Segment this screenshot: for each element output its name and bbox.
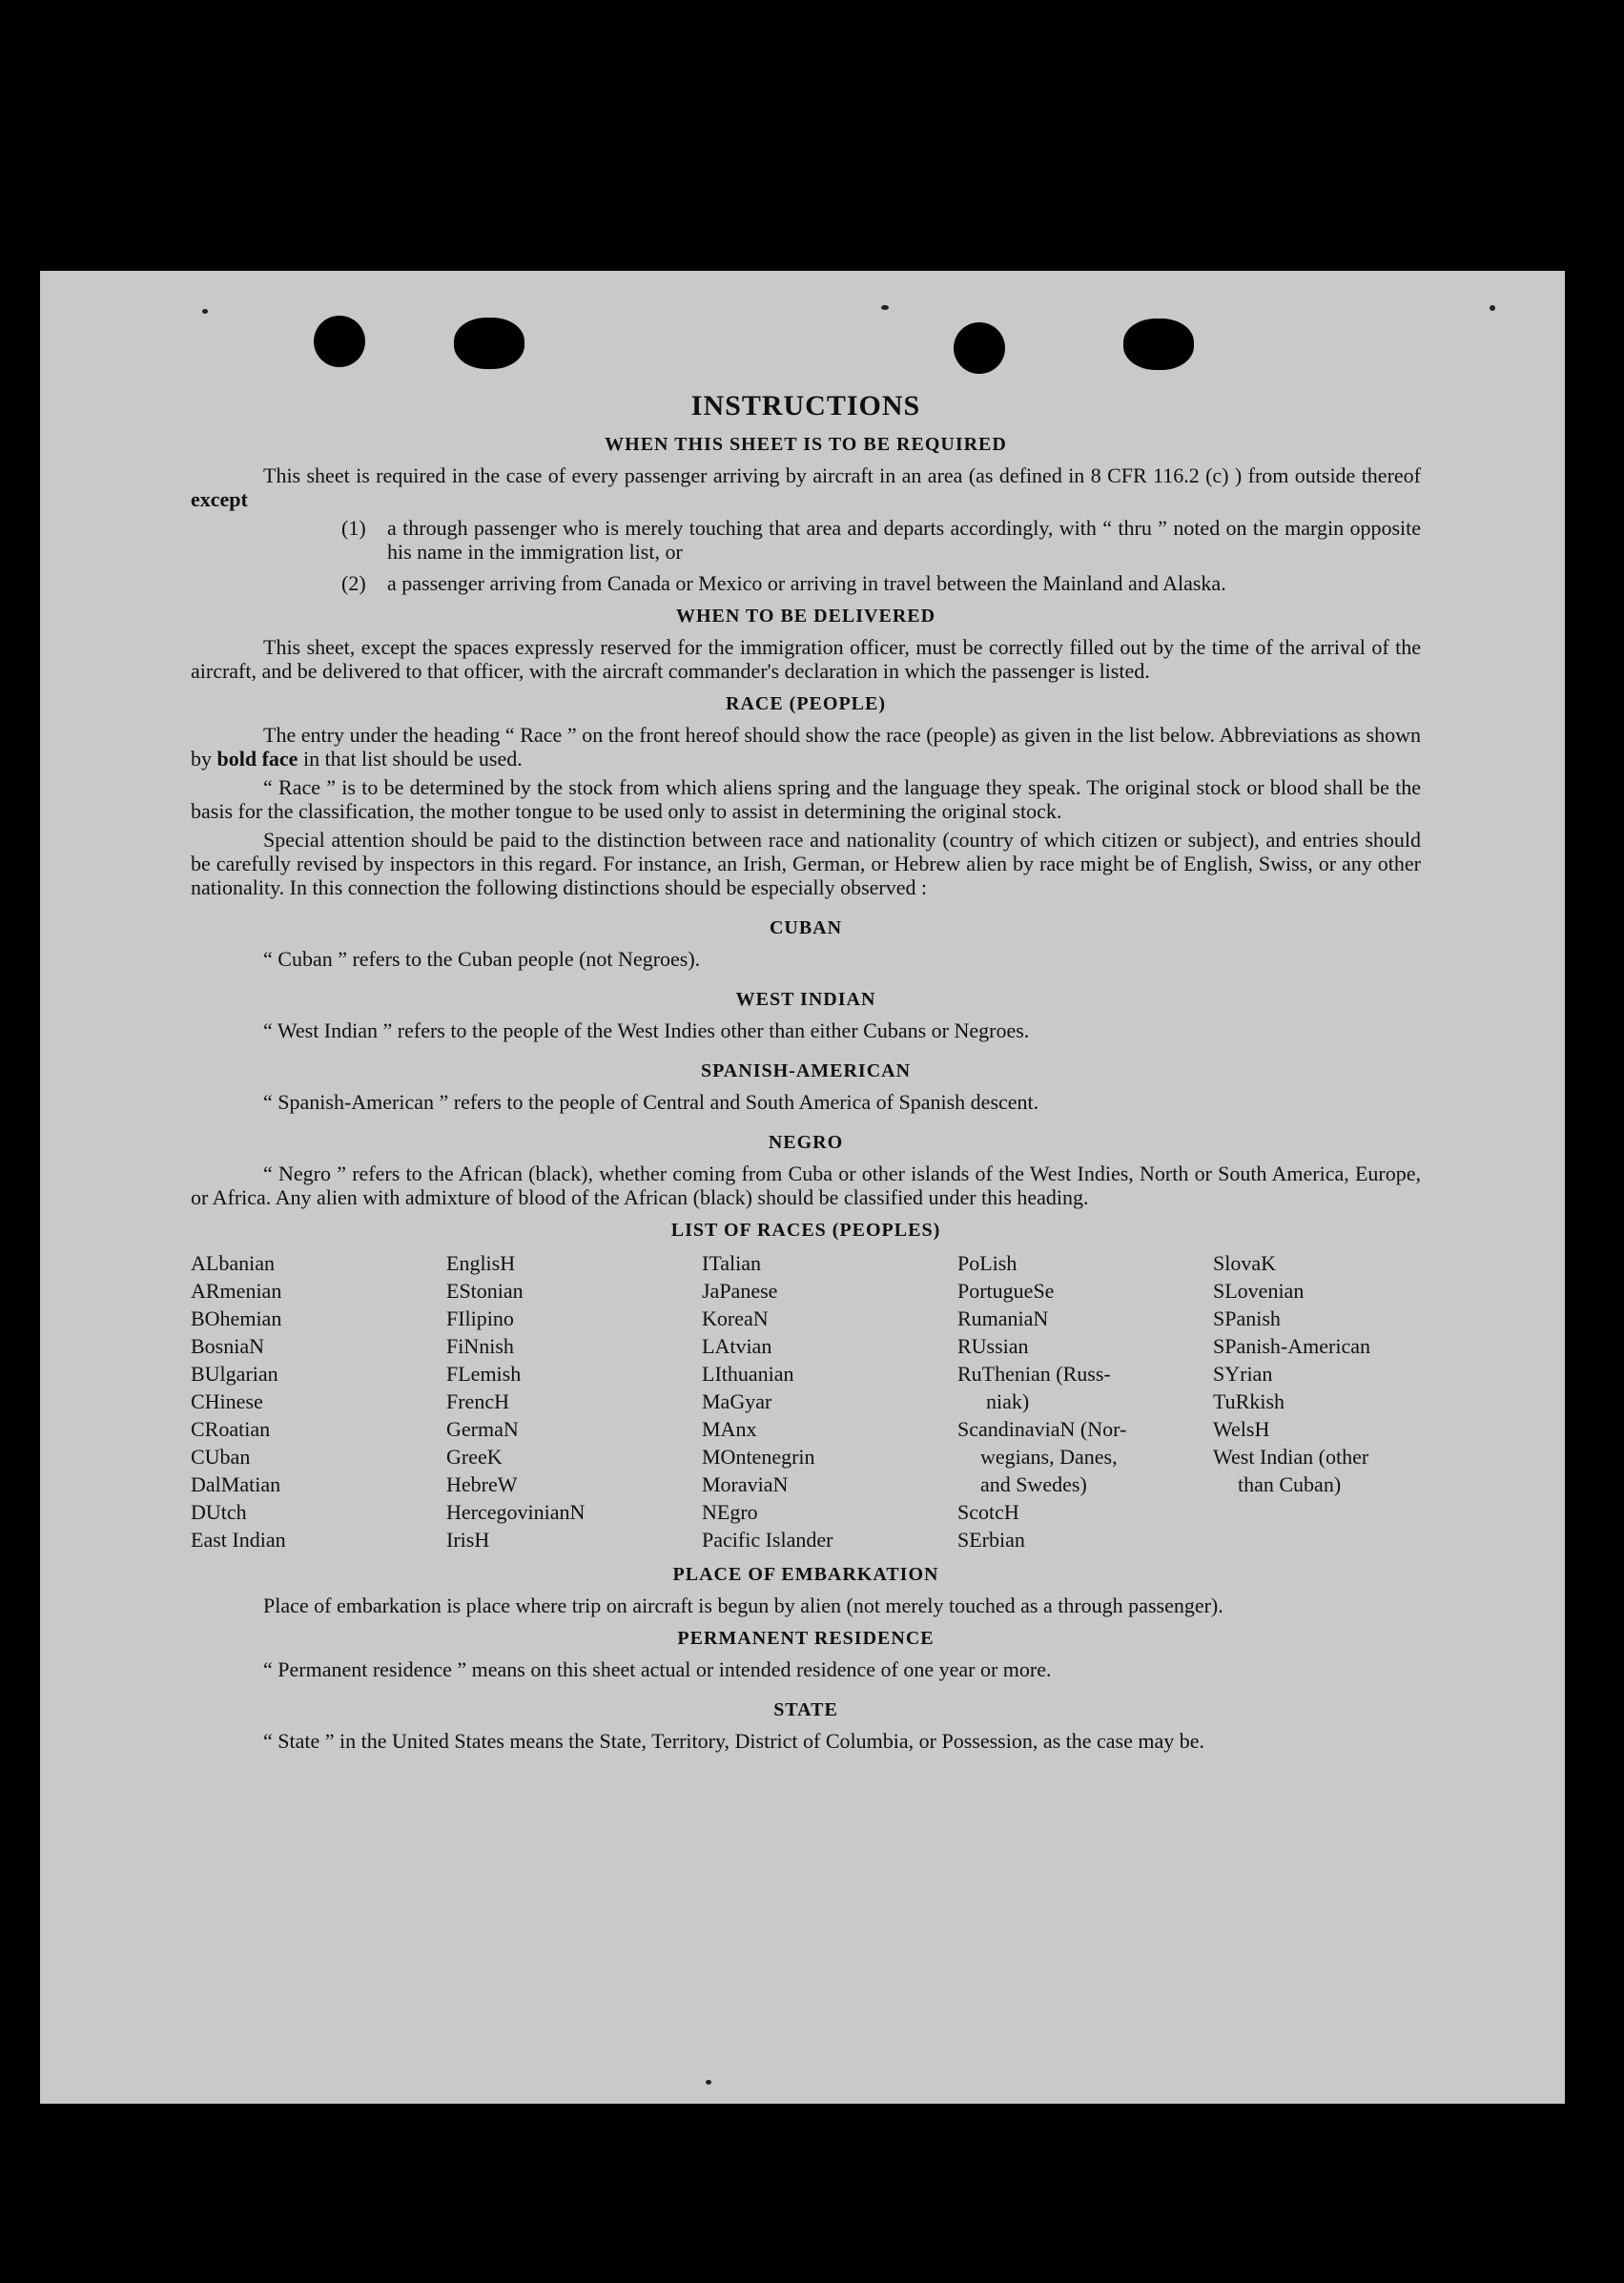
race-entry: CHinese bbox=[191, 1389, 263, 1413]
race-entry: BUlgarian bbox=[191, 1362, 278, 1386]
race-entry: ScotcH bbox=[957, 1500, 1019, 1524]
exception-item: (2) a passenger arriving from Canada or Mexico or arriving in travel between the Mainland and Alaska. bbox=[341, 571, 1226, 595]
permanent-residence-text: “ Permanent residence ” means on this sheet actual or intended residence of one year or more. bbox=[263, 1657, 1052, 1681]
race-entry: FIlipino bbox=[446, 1306, 514, 1330]
race-entry: ScandinaviaN (Nor- bbox=[957, 1417, 1127, 1441]
section-heading-state: STATE bbox=[773, 1699, 838, 1720]
punch-hole bbox=[314, 316, 365, 367]
section-heading-when-delivered: WHEN TO BE DELIVERED bbox=[675, 606, 936, 627]
races-column bbox=[957, 1249, 1213, 1553]
race-entry: PortugueSe bbox=[957, 1279, 1055, 1303]
section-heading-permanent-residence: PERMANENT RESIDENCE bbox=[677, 1628, 935, 1649]
race-entry: CUban bbox=[191, 1445, 251, 1469]
race-entry: ITalian bbox=[702, 1251, 761, 1275]
race-entry: FrencH bbox=[446, 1389, 509, 1413]
race-entry: HercegovinianN bbox=[446, 1500, 586, 1524]
race-entry: DUtch bbox=[191, 1500, 247, 1524]
punch-hole bbox=[954, 322, 1005, 374]
race-entry: DalMatian bbox=[191, 1472, 281, 1496]
race-entry: than Cuban) bbox=[1238, 1472, 1342, 1496]
embarkation-text: Place of embarkation is place where trip on aircraft is begun by alien (not merely touched as a through passenger). bbox=[263, 1594, 1223, 1617]
race-paragraph-2: “ Race ” is to be determined by the stock from which aliens spring and the language they speak. The original stock or blood shall be the basis for the classification, the mother tongue to be used only to assist in determining the original stock. bbox=[191, 775, 1421, 823]
race-entry: BOhemian bbox=[191, 1306, 282, 1330]
race-entry: and Swedes) bbox=[980, 1472, 1087, 1496]
race-entry: IrisH bbox=[446, 1528, 490, 1552]
race-entry: SErbian bbox=[957, 1528, 1025, 1552]
race-entry: ALbanian bbox=[191, 1251, 275, 1275]
races-list bbox=[191, 1249, 1421, 1553]
race-entry: EStonian bbox=[446, 1279, 524, 1303]
race-entry: SPanish-American bbox=[1213, 1334, 1370, 1358]
section-heading-cuban: CUBAN bbox=[769, 917, 843, 938]
speck bbox=[881, 305, 889, 310]
race-entry: SlovaK bbox=[1213, 1251, 1276, 1275]
race-entry: CRoatian bbox=[191, 1417, 271, 1441]
race-entry: TuRkish bbox=[1213, 1389, 1285, 1413]
race-entry: Pacific Islander bbox=[702, 1528, 833, 1552]
race-entry: GermaN bbox=[446, 1417, 519, 1441]
when-delivered-text: This sheet, except the spaces expressly reserved for the immigration officer, must be correctly filled out by the time of the arrival of the aircraft, and be delivered to that officer, with the aircraft commander's declaration in which the passenger is listed. bbox=[191, 635, 1421, 683]
race-entry: WelsH bbox=[1213, 1417, 1270, 1441]
races-column bbox=[446, 1249, 702, 1553]
race-entry: ARmenian bbox=[191, 1279, 282, 1303]
race-paragraph-1: The entry under the heading “ Race ” on the front hereof should show the race (people) as given in the list below. Abbreviations as shown by bold face in that list should be used. bbox=[191, 723, 1421, 771]
spanish-american-text: “ Spanish-American ” refers to the people of Central and South America of Spanish descent. bbox=[263, 1090, 1039, 1114]
races-column bbox=[702, 1249, 957, 1553]
race-entry: SYrian bbox=[1213, 1362, 1273, 1386]
race-entry: wegians, Danes, bbox=[980, 1445, 1118, 1469]
race-entry: JaPanese bbox=[702, 1279, 778, 1303]
punch-hole bbox=[454, 318, 524, 369]
race-entry: LAtvian bbox=[702, 1334, 772, 1358]
section-heading-when-required: WHEN THIS SHEET IS TO BE REQUIRED bbox=[605, 434, 1007, 455]
race-entry: MaGyar bbox=[702, 1389, 772, 1413]
instructions-content bbox=[191, 390, 1421, 1758]
section-heading-negro: NEGRO bbox=[768, 1132, 844, 1153]
document-sheet bbox=[40, 271, 1565, 2104]
when-required-intro: This sheet is required in the case of every passenger arriving by aircraft in an area (as defined in 8 CFR 116.2 (c) ) from outside thereof except bbox=[191, 463, 1421, 511]
race-entry: niak) bbox=[986, 1389, 1030, 1413]
section-heading-embarkation: PLACE OF EMBARKATION bbox=[672, 1564, 939, 1585]
race-entry: FLemish bbox=[446, 1362, 522, 1386]
section-heading-race: RACE (PEOPLE) bbox=[726, 693, 886, 714]
section-heading-spanish-american: SPANISH-AMERICAN bbox=[700, 1060, 912, 1081]
west-indian-text: “ West Indian ” refers to the people of the West Indies other than either Cubans or Negroes. bbox=[263, 1018, 1030, 1042]
page-title: INSTRUCTIONS bbox=[690, 390, 921, 422]
cuban-text: “ Cuban ” refers to the Cuban people (not Negroes). bbox=[263, 947, 701, 971]
race-entry: East Indian bbox=[191, 1528, 286, 1552]
race-entry: EnglisH bbox=[446, 1251, 516, 1275]
race-entry: West Indian (other bbox=[1213, 1445, 1369, 1469]
state-text: “ State ” in the United States means the State, Territory, District of Columbia, or Possession, as the case may be. bbox=[263, 1729, 1205, 1753]
race-entry: SPanish bbox=[1213, 1306, 1281, 1330]
race-entry: MOntenegrin bbox=[702, 1445, 815, 1469]
race-entry: MoraviaN bbox=[702, 1472, 789, 1496]
race-entry: GreeK bbox=[446, 1445, 503, 1469]
race-entry: RUssian bbox=[957, 1334, 1029, 1358]
speck bbox=[706, 2080, 711, 2085]
races-column bbox=[1213, 1249, 1432, 1553]
speck bbox=[1490, 305, 1495, 311]
speck bbox=[202, 309, 208, 314]
section-heading-west-indian: WEST INDIAN bbox=[735, 989, 876, 1010]
race-entry: RuThenian (Russ- bbox=[957, 1362, 1111, 1386]
races-column bbox=[191, 1249, 446, 1553]
race-entry: PoLish bbox=[957, 1251, 1018, 1275]
exception-item: (1) a through passenger who is merely touching that area and departs accordingly, with “ thru ” noted on the margin opposite his name in the immigration list, or bbox=[341, 516, 1421, 564]
section-heading-list-of-races: LIST OF RACES (PEOPLES) bbox=[670, 1220, 941, 1241]
race-entry: BosniaN bbox=[191, 1334, 264, 1358]
race-entry: RumaniaN bbox=[957, 1306, 1049, 1330]
race-entry: FiNnish bbox=[446, 1334, 514, 1358]
race-paragraph-3: Special attention should be paid to the distinction between race and nationality (country of which citizen or subject), and entries should be carefully revised by inspectors in this regard. For instance, an Irish, German, or Hebrew alien by race might be of English, Swiss, or any other nationality. In this connection the following distinctions should be especially observed : bbox=[191, 828, 1421, 899]
negro-text: “ Negro ” refers to the African (black), whether coming from Cuba or other islands of the West Indies, North or South America, Europe, or Africa. Any alien with admixture of blood of the African (black) should be classified under this heading. bbox=[191, 1162, 1421, 1209]
race-entry: SLovenian bbox=[1213, 1279, 1305, 1303]
race-entry: KoreaN bbox=[702, 1306, 769, 1330]
race-entry: MAnx bbox=[702, 1417, 757, 1441]
race-entry: NEgro bbox=[702, 1500, 758, 1524]
punch-hole bbox=[1123, 319, 1194, 370]
race-entry: LIthuanian bbox=[702, 1362, 794, 1386]
race-entry: HebreW bbox=[446, 1472, 518, 1496]
